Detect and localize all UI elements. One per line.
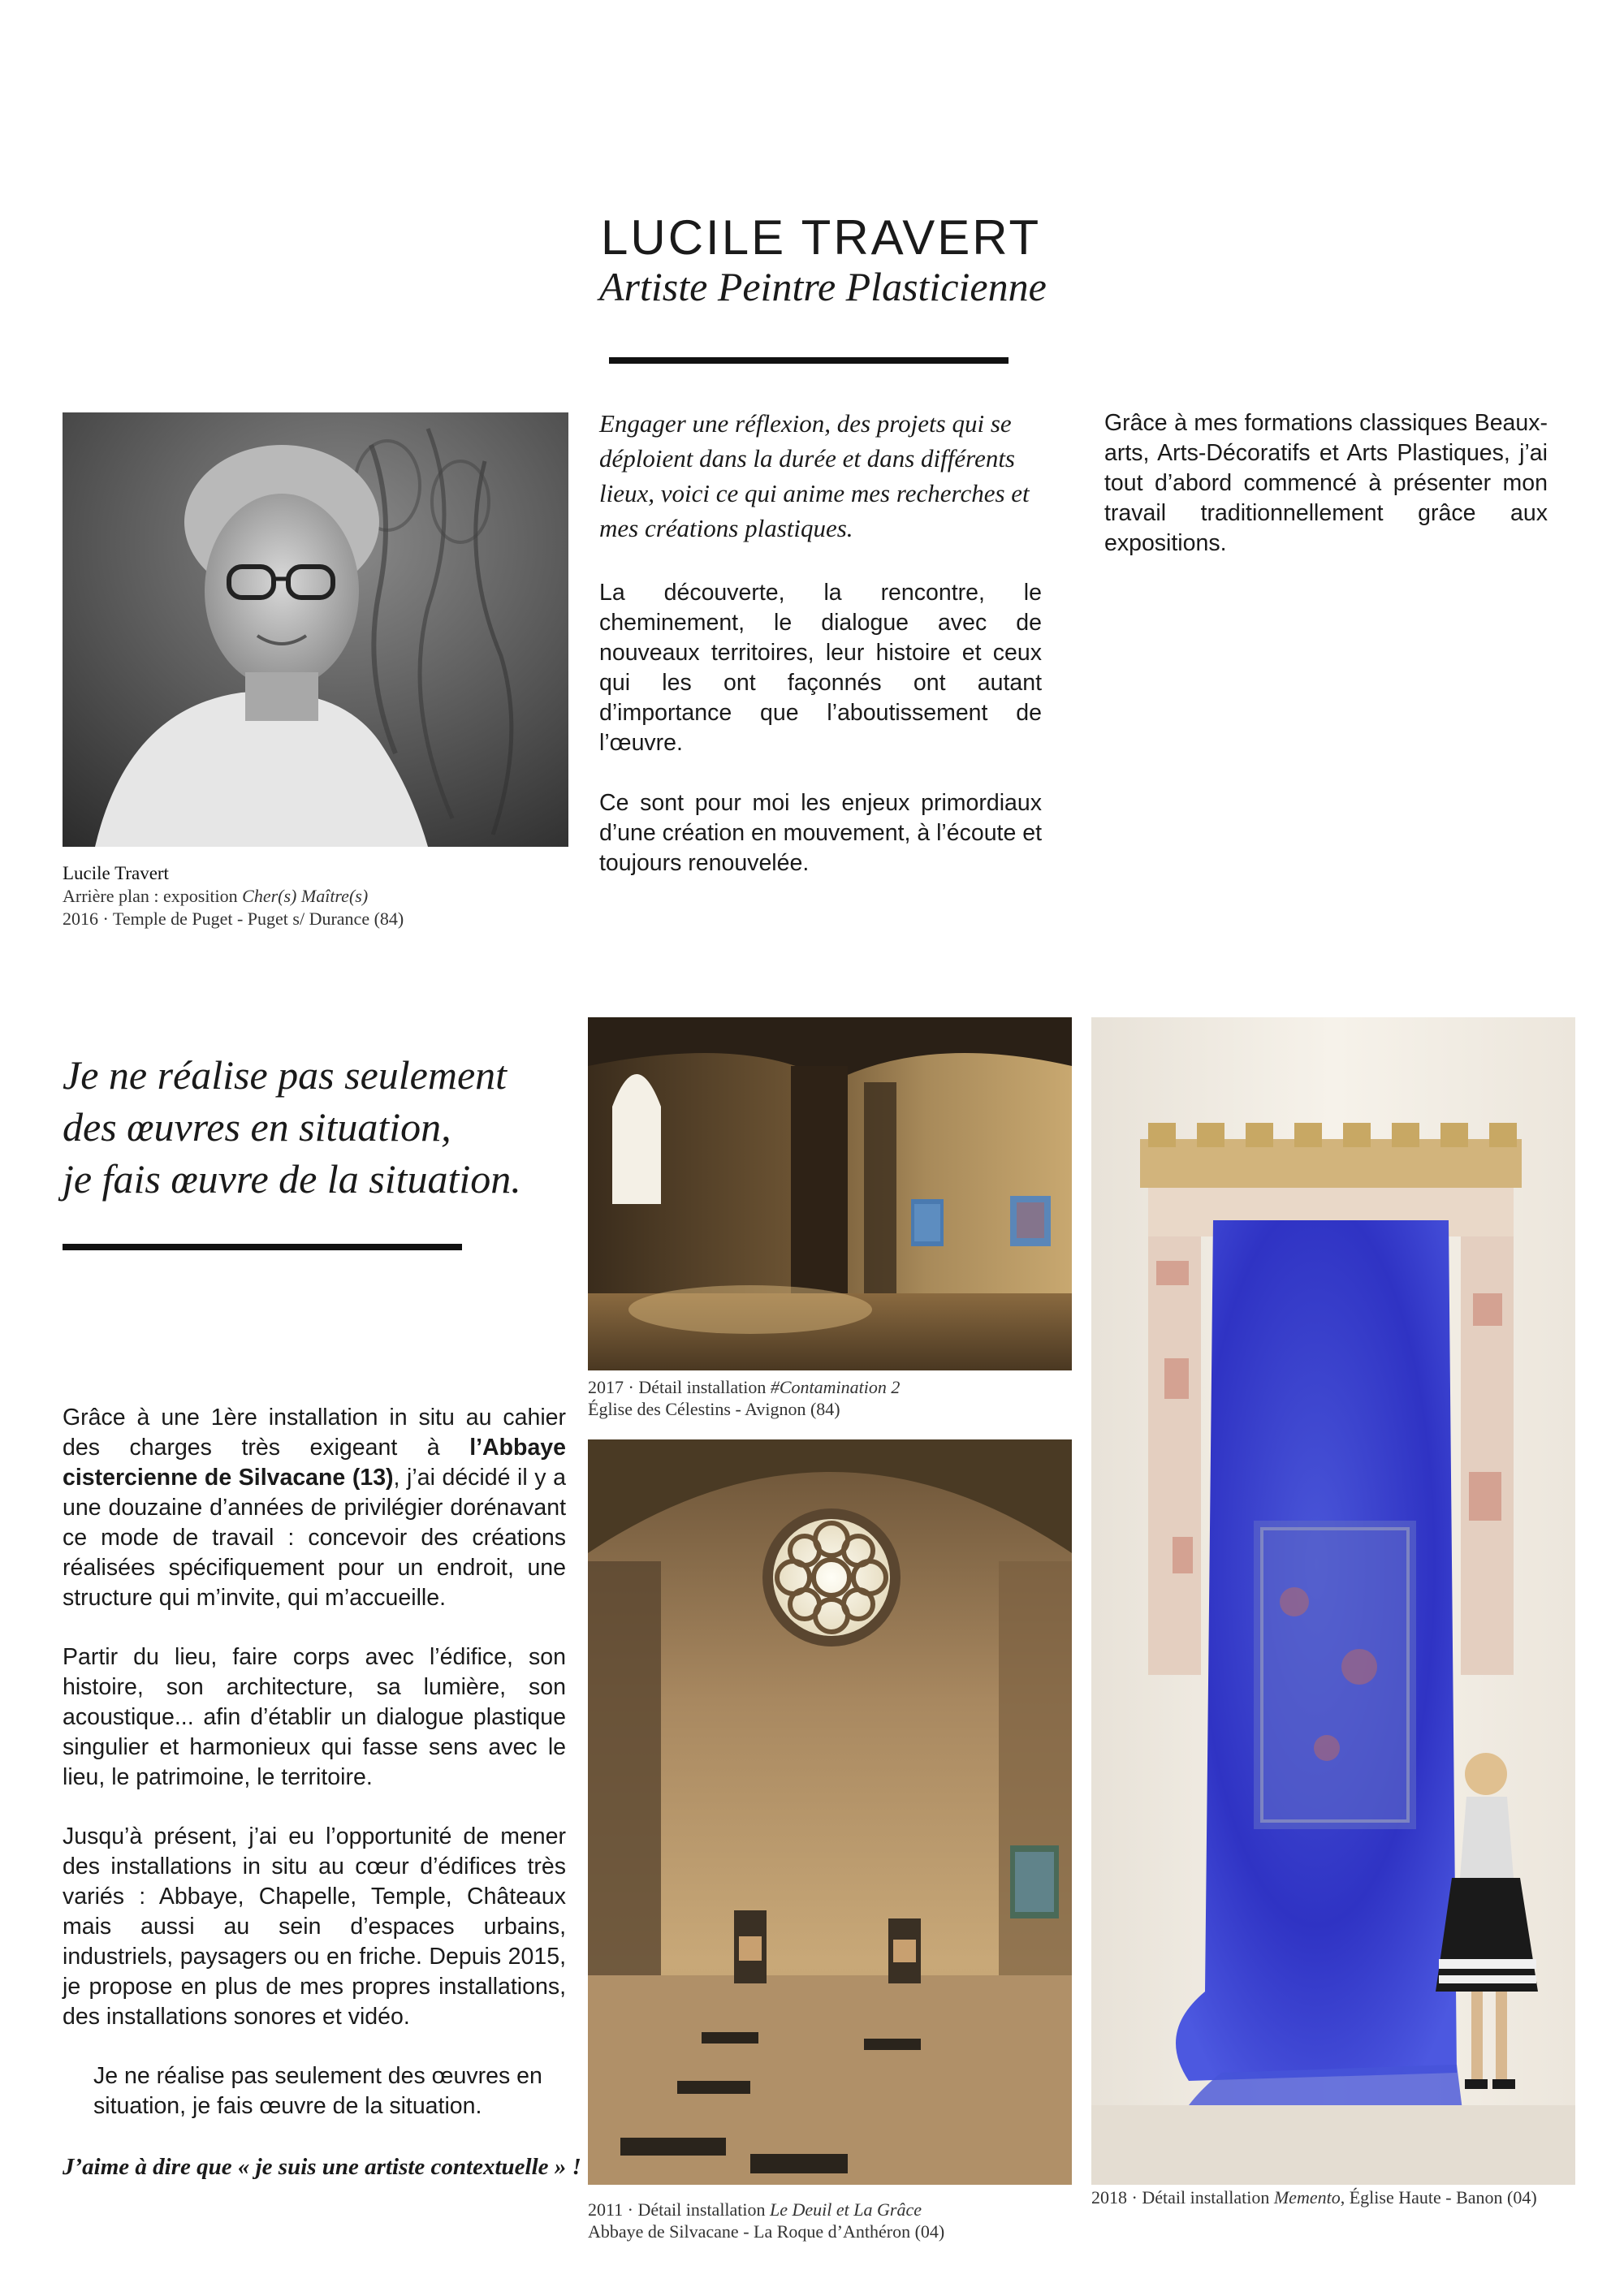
deuil-caption-line1 [588,2199,922,2220]
contamination-caption-line1 [588,1376,900,1398]
quote-divider [63,1244,462,1250]
intro-right-column [1104,408,1548,559]
indent-line-1: Je ne réalise pas seulement des œuvres en [93,2063,542,2089]
body-p1-end: , j’ai décidé il y a une douzaine d’années de privilégier dorénavant ce mode de travail : concevoir des créations réalisées spécifiquement pour un endroit, une structure qui m’invite, qui m’accueille. [63,1465,566,1611]
quote-line-1: Je ne réalise pas seulement [63,1052,508,1098]
quote-line-3: je fais œuvre de la situation. [63,1156,521,1202]
body-paragraph-2: Partir du lieu, faire corps avec l’édifice, son histoire, son architecture, sa lumière, son acoustique... afin d’établir un dialogue plastique singulier et harmonieux qui fasse sens avec le lieu, le patrimoine, le territoire. [63,1644,566,1790]
memento-caption-title: Memento [1273,2187,1341,2208]
intro-paragraph-2: Ce sont pour moi les enjeux primordiaux d’une création en mouvement, à l’écoute et toujours renouvelée. [599,790,1043,876]
body-closing: J’aime à dire que « je suis une artiste contextuelle » ! [63,2154,581,2180]
header-divider [609,357,1009,364]
portrait-caption-name: Lucile Travert [63,863,169,883]
body-indented-quote [63,2061,566,2121]
portrait-caption-prefix: Arrière plan : exposition [63,886,243,906]
body-paragraph-1 [63,1403,566,1613]
contamination-caption-prefix: 2017 · Détail installation [588,1377,771,1397]
intro-paragraph-1: La découverte, la rencontre, le cheminement, le dialogue avec de nouveaux territoires, leur histoire et ceux qui les ont façonnés ont autant d’importance que l’aboutissement de l’œuvre. [599,580,1042,756]
contamination-photo [588,1017,1072,1370]
memento-caption-suffix: , Église Haute - Banon (04) [1340,2187,1537,2208]
portrait-caption-line3: 2016 · Temple de Puget - Puget s/ Durance (84) [63,908,404,929]
deuil-caption-line2: Abbaye de Silvacane - La Roque d’Anthéron (04) [588,2221,945,2242]
portrait-caption-line2 [63,885,368,907]
deuil-caption-prefix: 2011 · Détail installation [588,2199,771,2220]
portrait-caption-title: Cher(s) Maître(s) [242,886,369,906]
intro-lead: Engager une réflexion, des projets qui se déploient dans la durée et dans différents lieux, voici ce qui anime mes recherches et mes créations plastiques. [599,409,1030,542]
contamination-caption-title: #Contamination 2 [770,1377,901,1397]
artist-role: Artiste Peintre Plasticienne [599,264,1047,309]
body-column [63,1403,581,2182]
portrait-photo [63,412,568,847]
body-p1-bold: l’Abbaye cistercienne de Silvacane (13) [63,1435,566,1491]
contamination-caption-line2: Église des Célestins - Avignon (84) [588,1399,840,1419]
body-paragraph-3: Jusqu’à présent, j’ai eu l’opportunité de mener des installations in situ au cœur d’édifices très variés : Abbaye, Chapelle, Temple, Châteaux mais aussi au sein d’espaces urbains, industriels, paysagers ou en friche. Depuis 2015, je propose en plus de mes propres installations, des installations sonores et vidéo. [63,1823,566,2030]
deuil-caption-title: Le Deuil et La Grâce [770,2199,922,2220]
deuil-photo [588,1439,1072,2185]
memento-photo [1091,1017,1575,2185]
body-p1-start: Grâce à une 1ère installation in situ au cahier des charges très exigeant à [63,1405,566,1461]
pull-quote [63,1049,550,1205]
intro-paragraph-3: Grâce à mes formations classiques Beaux-arts, Arts-Décoratifs et Arts Plastiques, j’ai tout d’abord commencé à présenter mon travail traditionnellement grâce aux expositions. [1104,410,1548,556]
memento-caption [1091,2186,1537,2208]
quote-line-2: des œuvres en situation, [63,1104,451,1150]
intro-column [599,406,1042,878]
memento-caption-prefix: 2018 · Détail installation [1091,2187,1274,2208]
artist-name: LUCILE TRAVERT [601,210,1042,265]
indent-line-2: situation, je fais œuvre de la situation. [93,2093,482,2119]
